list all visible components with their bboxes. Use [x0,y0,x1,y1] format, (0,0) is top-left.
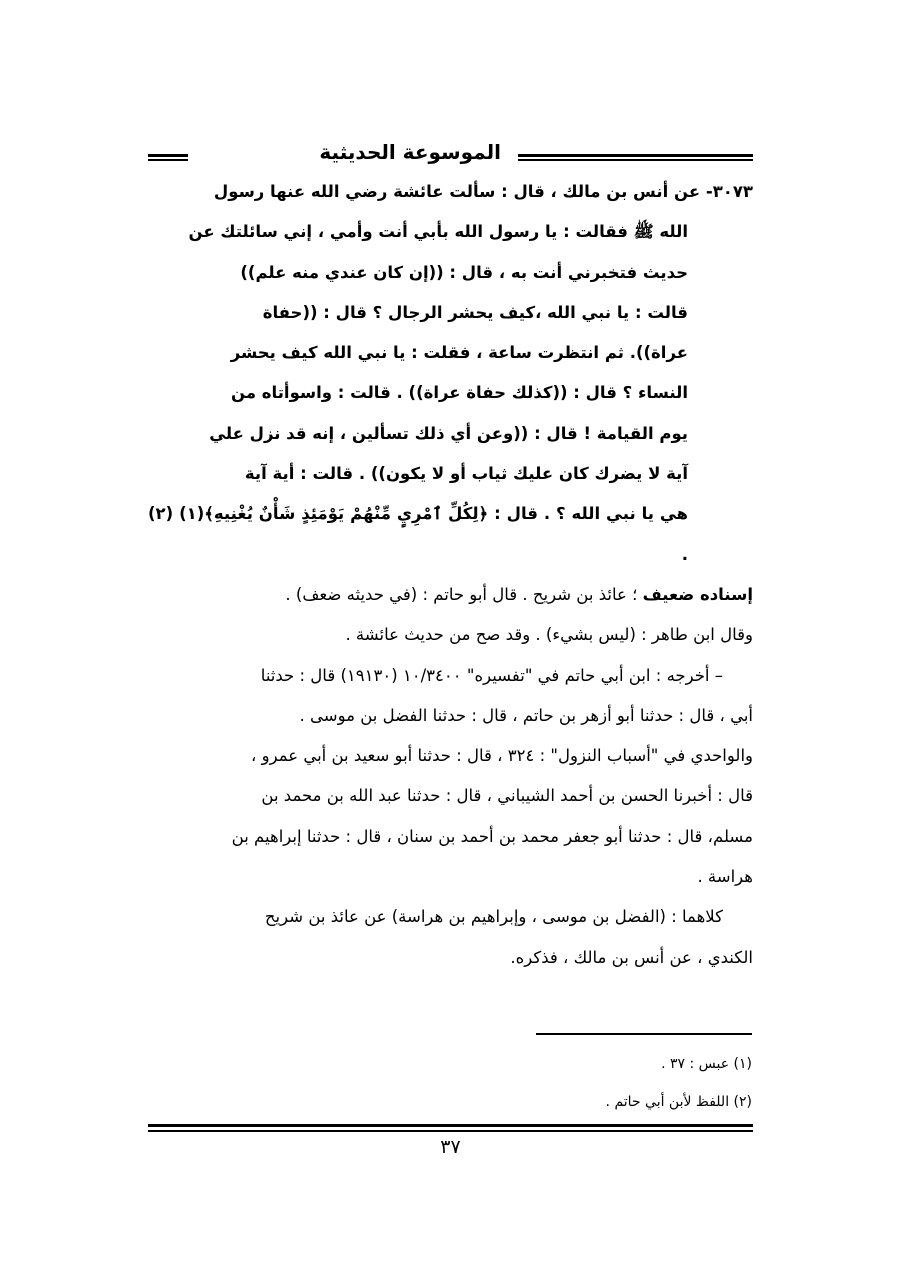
main-text [148,172,753,978]
takhrij-line: – أخرجه : ابن أبي حاتم في "تفسيره" ١٠/٣٤٠٠ (١٩١٣٠) قال : حدثنا [260,665,723,685]
hadith-line: آية لا يضرك كان عليك ثياب أو لا يكون)) . قالت : أية آية [244,464,688,484]
header-rule-left [148,154,188,161]
isnad-grading [148,575,753,615]
takhrij-line: هراسة . [697,867,753,887]
header-rule-right [518,154,753,161]
hadith-line: الله ﷺ فقالت : يا رسول الله بأبي أنت وأمي ، إني سائلتك عن [188,222,688,242]
page-number: ٣٧ [440,1136,461,1158]
running-title: الموسوعة الحديثية [319,140,501,164]
hadith-line: يوم القيامة ! قال : ((وعن أي ذلك تسألين ، إنه قد نزل علي [209,423,688,443]
hadith-line: قالت : يا نبي الله ،كيف يحشر الرجال ؟ قال : ((حفاة [262,302,688,322]
hadith-line: النساء ؟ قال : ((كذلك حفاة عراة)) . قالت : واسوأتاه من [230,383,688,403]
footnote-separator [536,1033,752,1035]
commentary-line: وقال ابن طاهر : (ليس بشيء) . وقد صح من حديث عائشة . [345,625,753,645]
hadith-line: ٣٠٧٣- عن أنس بن مالك ، قال : سألت عائشة رضي الله عنها رسول [213,182,753,201]
takhrij-line: والواحدي في "أسباب النزول" : ٣٢٤ ، قال : حدثنا أبو سعيد بن أبي عمرو ، [251,746,753,766]
kilahuma-line: كلاهما : (الفضل بن موسى ، وإبراهيم بن هراسة) عن عائذ بن شريح [264,907,723,927]
bottom-rule-thin [148,1130,753,1132]
footnote-2: (٢) اللفظ لأبن أبي حاتم . [605,1094,752,1110]
footnotes [147,1045,752,1121]
footnote-1: (١) عبس : ٣٧ . [661,1056,752,1072]
hadith-line: هي يا نبي الله ؟ . قال : ﴿لِكُلِّ ٱمْرِيٍٕ مِّنْهُمْ يَوْمَئِذٍ شَأْنٌ يُغْنِيهِ﴾(١) (٢) . [148,504,688,564]
bottom-rule-thick [148,1124,753,1127]
hadith-text [148,172,753,575]
takhrij-line: أبي ، قال : حدثنا أبو أزهر بن حاتم ، قال : حدثنا الفضل بن موسى . [299,705,753,725]
kilahuma-line: الكندي ، عن أنس بن مالك ، فذكره. [510,947,753,967]
isnad-rest: ؛ عائذ بن شريح . قال أبو حاتم : (في حديثه ضعف) . [285,584,643,604]
takhrij-line: قال : أخبرنا الحسن بن أحمد الشيباني ، قال : حدثنا عبد الله بن محمد بن [261,786,753,806]
takhrij-line: مسلم، قال : حدثنا أبو جعفر محمد بن أحمد بن سنان ، قال : حدثنا إبراهيم بن [231,826,753,846]
hadith-line: حديث فتخبرني أنت به ، قال : ((إن كان عندي منه علم)) [240,262,688,282]
running-header [148,140,753,176]
hadith-line: عراة)). ثم انتظرت ساعة ، فقلت : يا نبي الله كيف يحشر [230,343,688,363]
isnad-label: إسناده ضعيف [642,584,753,604]
